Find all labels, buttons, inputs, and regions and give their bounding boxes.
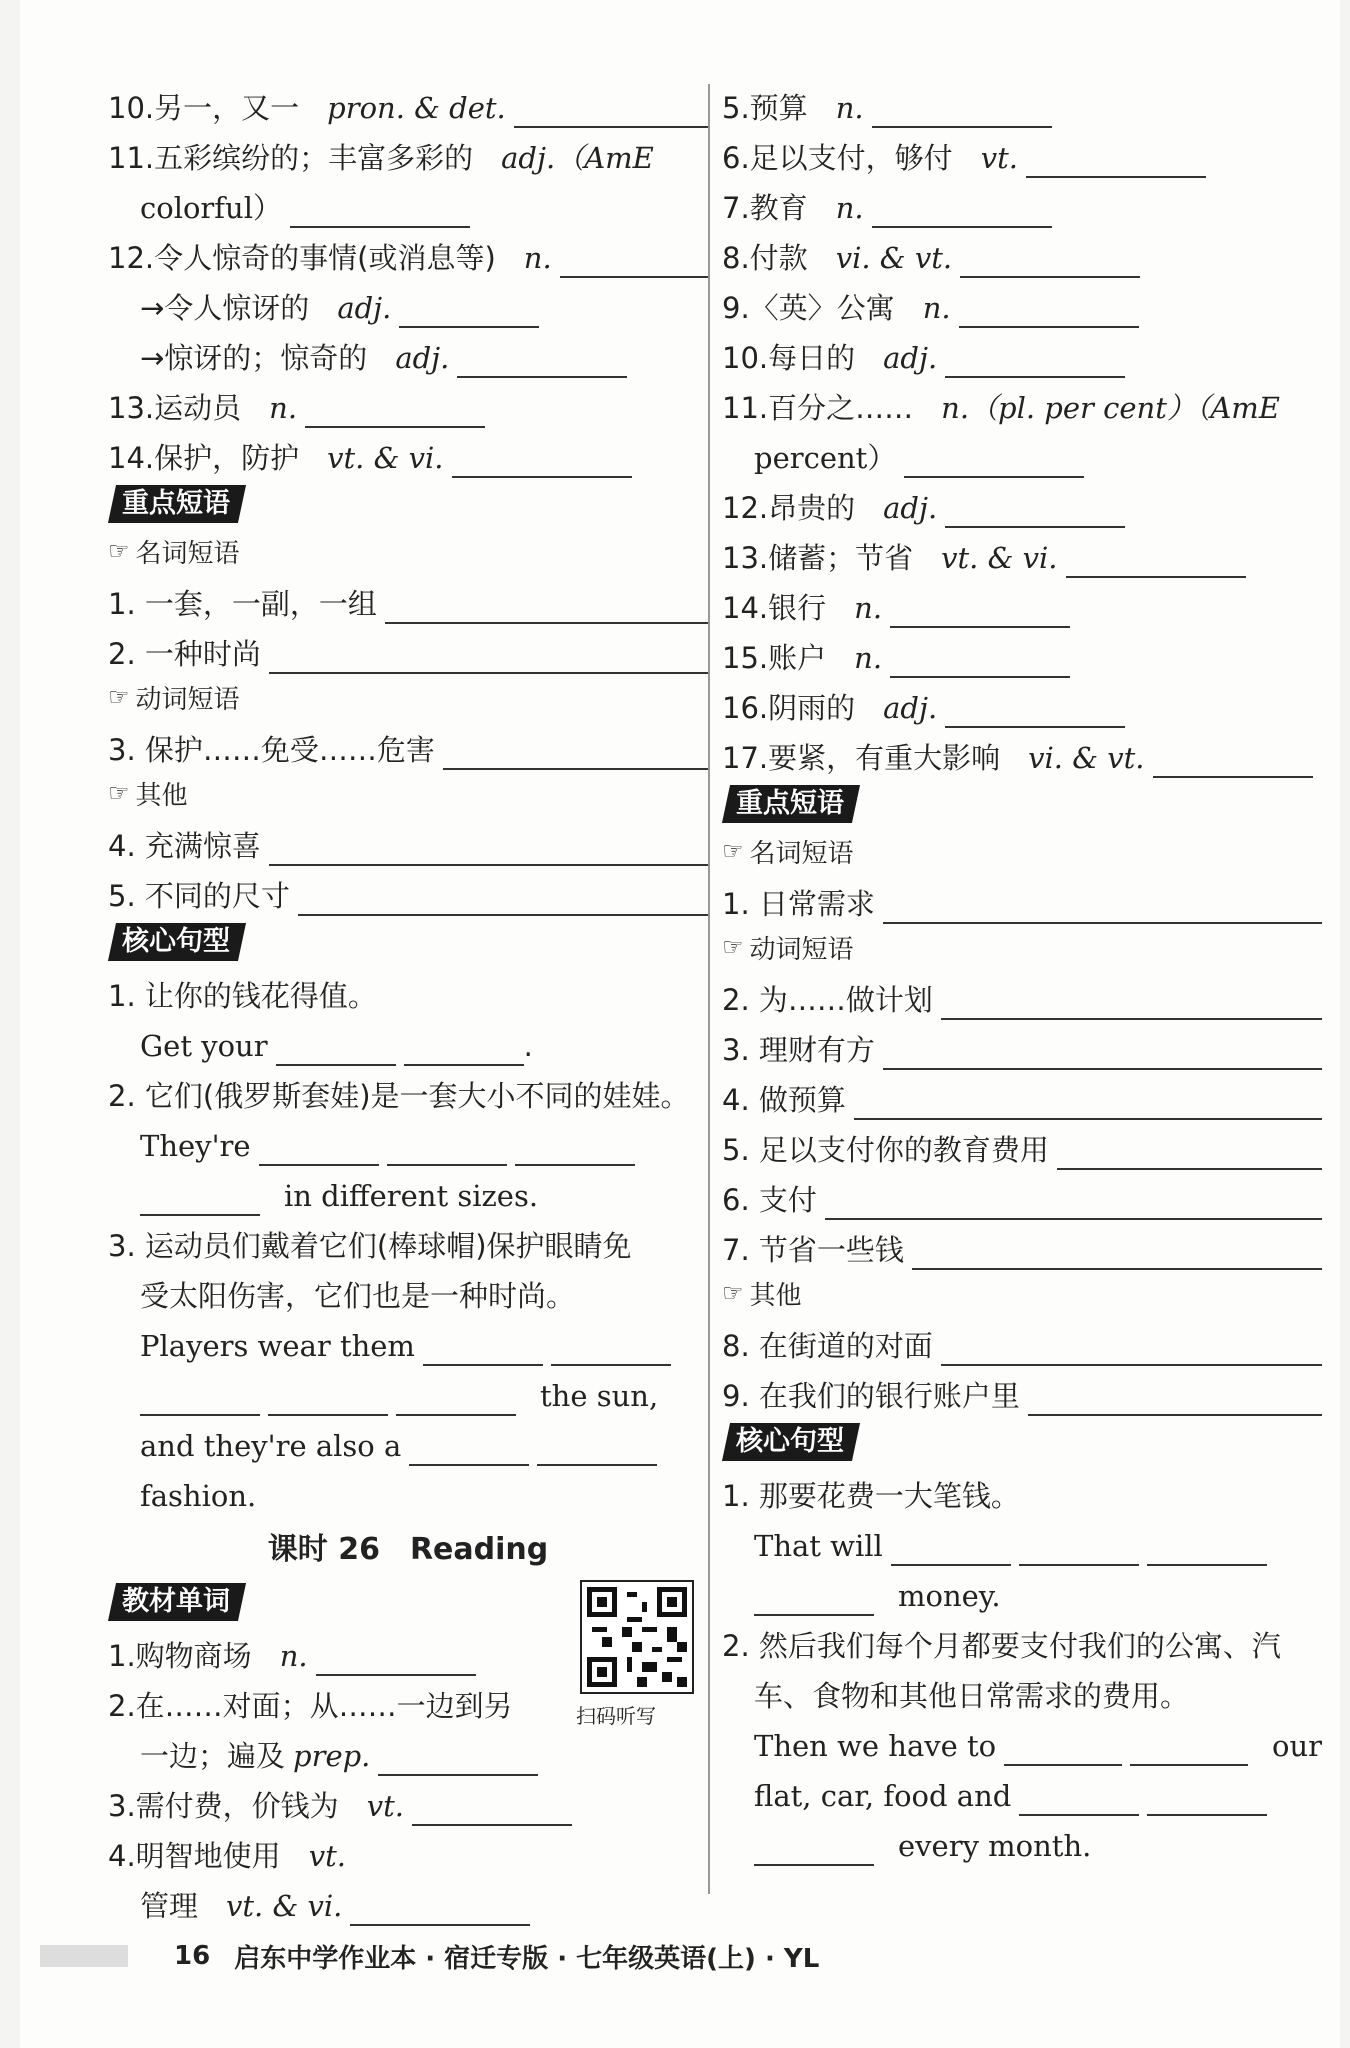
answer-blank[interactable] xyxy=(1147,1784,1267,1816)
answer-blank[interactable] xyxy=(290,196,470,228)
subsection-title: ☞ 名词短语 xyxy=(108,537,240,569)
phrase-item: 5. 足以支付你的教育费用 xyxy=(722,1120,1322,1170)
pointing-hand-icon: ☞ xyxy=(108,683,130,711)
answer-blank[interactable] xyxy=(378,1744,538,1776)
phrase-item: 3. 理财有方 xyxy=(722,1020,1322,1070)
vocab-item: 15. 账户 n. xyxy=(722,628,1322,678)
answer-blank[interactable] xyxy=(959,296,1139,328)
answer-blank[interactable] xyxy=(1153,746,1313,778)
answer-blank[interactable] xyxy=(276,1034,396,1066)
answer-blank[interactable] xyxy=(945,496,1125,528)
vocab-item: 8. 付款 vi. & vt. xyxy=(722,228,1322,278)
answer-blank[interactable] xyxy=(269,642,708,674)
answer-blank[interactable] xyxy=(412,1794,572,1826)
phrase-item: 8. 在街道的对面 xyxy=(722,1316,1322,1366)
answer-blank[interactable] xyxy=(443,738,708,770)
answer-blank[interactable] xyxy=(515,1134,635,1166)
page-footer xyxy=(20,1936,1340,1976)
answer-blank[interactable] xyxy=(945,696,1125,728)
vocab-item: 14. 银行 n. xyxy=(722,578,1322,628)
sentence-en: Get your . xyxy=(108,1016,708,1066)
phrase-item: 3. 保护……免受……危害 xyxy=(108,720,708,770)
answer-blank[interactable] xyxy=(551,1334,671,1366)
answer-blank[interactable] xyxy=(1028,1384,1322,1416)
sentence-en: Then we have to our xyxy=(722,1716,1322,1766)
vocab-item: 12. 令人惊奇的事情(或消息等) n. xyxy=(108,228,708,278)
answer-blank[interactable] xyxy=(904,446,1084,478)
subsection-title: ☞ 其他 xyxy=(722,1279,802,1311)
vocab-item: 6. 足以支付，够付 vt. xyxy=(722,128,1322,178)
vocab-item: 14. 保护，防护 vt. & vi. xyxy=(108,428,708,478)
vocab-item-cont: 管理 vt. & vi. xyxy=(108,1876,708,1926)
vocab-item: 16. 阴雨的 adj. xyxy=(722,678,1322,728)
vocab-item-cont: colorful） xyxy=(108,178,708,228)
answer-blank[interactable] xyxy=(872,96,1052,128)
vocab-derived: →惊讶的；惊奇的 adj. xyxy=(108,328,708,378)
vocab-item: 12. 昂贵的 adj. xyxy=(722,478,1322,528)
pointing-hand-icon: ☞ xyxy=(722,1279,744,1307)
section-tag: 重点短语 xyxy=(722,785,860,823)
pointing-hand-icon: ☞ xyxy=(722,837,744,865)
answer-blank[interactable] xyxy=(259,1134,379,1166)
answer-blank[interactable] xyxy=(140,1384,260,1416)
answer-blank[interactable] xyxy=(385,592,708,624)
answer-blank[interactable] xyxy=(423,1334,543,1366)
phrase-item: 2. 为……做计划 xyxy=(722,970,1322,1020)
phrase-item: 7. 节省一些钱 xyxy=(722,1220,1322,1270)
sentence-en: money. xyxy=(722,1566,1322,1616)
footer-decor-bar xyxy=(40,1945,128,1967)
answer-blank[interactable] xyxy=(1066,546,1246,578)
answer-blank[interactable] xyxy=(404,1034,524,1066)
vocab-item: 5. 预算 n. xyxy=(722,78,1322,128)
sentence-en: They're xyxy=(108,1116,708,1166)
vocab-item: 1. 购物商场 n. xyxy=(108,1626,708,1676)
answer-blank[interactable] xyxy=(399,296,539,328)
answer-blank[interactable] xyxy=(960,246,1140,278)
answer-blank[interactable] xyxy=(396,1384,516,1416)
vocab-item: 17. 要紧，有重大影响 vi. & vt. xyxy=(722,728,1322,778)
answer-blank[interactable] xyxy=(912,1238,1322,1270)
sentence-cn: 2. 它们(俄罗斯套娃)是一套大小不同的娃娃。 xyxy=(108,1079,690,1113)
vocab-item: 7. 教育 n. xyxy=(722,178,1322,228)
section-tag: 核心句型 xyxy=(722,1423,860,1461)
phrase-item: 9. 在我们的银行账户里 xyxy=(722,1366,1322,1416)
answer-blank[interactable] xyxy=(1026,146,1206,178)
answer-blank[interactable] xyxy=(560,246,708,278)
answer-blank[interactable] xyxy=(387,1134,507,1166)
sentence-cn: 1. 让你的钱花得值。 xyxy=(108,979,377,1013)
answer-blank[interactable] xyxy=(409,1434,529,1466)
answer-blank[interactable] xyxy=(890,646,1070,678)
sentence-en: in different sizes. xyxy=(108,1166,708,1216)
vocab-item: 10. 另一，又一 pron. & det. xyxy=(108,78,708,128)
vocab-item: 11. 百分之…… n.（pl. per cent）（AmE xyxy=(722,391,1280,425)
answer-blank[interactable] xyxy=(890,596,1070,628)
vocab-item: 9. 〈英〉公寓 n. xyxy=(722,278,1322,328)
vocab-item: 10. 每日的 adj. xyxy=(722,328,1322,378)
answer-blank[interactable] xyxy=(1019,1784,1139,1816)
answer-blank[interactable] xyxy=(350,1894,530,1926)
phrase-item: 1. 日常需求 xyxy=(722,874,1322,924)
answer-blank[interactable] xyxy=(883,892,1322,924)
vocab-item: 3. 需付费，价钱为 vt. xyxy=(108,1776,708,1826)
sentence-cn: 2. 然后我们每个月都要支付我们的公寓、汽 xyxy=(722,1629,1281,1663)
phrase-item: 6. 支付 xyxy=(722,1170,1322,1220)
section-tag: 教材单词 xyxy=(108,1583,246,1621)
answer-blank[interactable] xyxy=(945,346,1125,378)
phrase-item: 1. 一套，一副，一组 xyxy=(108,574,708,624)
answer-blank[interactable] xyxy=(1130,1734,1248,1766)
vocab-item-cont: 一边；遍及 prep. xyxy=(108,1726,708,1776)
phrase-item: 5. 不同的尺寸 xyxy=(108,866,708,916)
vocab-item: 11. 五彩缤纷的；丰富多彩的 adj.（AmE xyxy=(108,141,654,175)
phrase-item: 2. 一种时尚 xyxy=(108,624,708,674)
answer-blank[interactable] xyxy=(883,1038,1322,1070)
right-column xyxy=(722,78,1322,1866)
section-tag: 核心句型 xyxy=(108,923,246,961)
answer-blank[interactable] xyxy=(269,834,708,866)
lesson-title: 课时 26 Reading xyxy=(267,1532,549,1567)
subsection-title: ☞ 名词短语 xyxy=(722,837,854,869)
phrase-item: 4. 做预算 xyxy=(722,1070,1322,1120)
pointing-hand-icon: ☞ xyxy=(722,933,744,961)
subsection-title: ☞ 动词短语 xyxy=(722,933,854,965)
answer-blank[interactable] xyxy=(537,1434,657,1466)
answer-blank[interactable] xyxy=(1019,1534,1139,1566)
answer-blank[interactable] xyxy=(457,346,627,378)
sentence-en: flat, car, food and xyxy=(722,1766,1322,1816)
vocab-item: 13. 运动员 n. xyxy=(108,378,708,428)
sentence-cn: 受太阳伤害，它们也是一种时尚。 xyxy=(140,1279,576,1313)
answer-blank[interactable] xyxy=(891,1534,1011,1566)
sentence-en: and they're also a xyxy=(108,1416,708,1466)
answer-blank[interactable] xyxy=(854,1088,1322,1120)
answer-blank[interactable] xyxy=(268,1384,388,1416)
section-tag: 重点短语 xyxy=(108,485,246,523)
answer-blank[interactable] xyxy=(941,988,1322,1020)
vocab-item: 4. 明智地使用 vt. xyxy=(108,1839,346,1873)
pointing-hand-icon: ☞ xyxy=(108,537,130,565)
answer-blank[interactable] xyxy=(754,1584,874,1616)
book-title: 启东中学作业本 · 宿迁专版 · 七年级英语(上) · YL xyxy=(234,1943,820,1974)
sentence-en: fashion. xyxy=(140,1479,257,1513)
sentence-en: every month. xyxy=(722,1816,1322,1866)
vocab-derived: →令人惊讶的 adj. xyxy=(108,278,708,328)
subsection-title: ☞ 其他 xyxy=(108,779,188,811)
vocab-item-cont: percent） xyxy=(722,428,1322,478)
answer-blank[interactable] xyxy=(452,446,632,478)
sentence-cn: 车、食物和其他日常需求的费用。 xyxy=(754,1679,1190,1713)
sentence-cn: 1. 那要花费一大笔钱。 xyxy=(722,1479,1020,1513)
answer-blank[interactable] xyxy=(305,396,485,428)
sentence-en: Players wear them xyxy=(108,1316,708,1366)
vocab-item: 2. 在……对面；从……一边到另 xyxy=(108,1689,513,1723)
subsection-title: ☞ 动词短语 xyxy=(108,683,240,715)
column-divider xyxy=(708,84,710,1894)
page-number: 16 xyxy=(174,1941,211,1971)
phrase-item: 4. 充满惊喜 xyxy=(108,816,708,866)
worksheet-page xyxy=(20,0,1340,2048)
sentence-en: That will xyxy=(722,1516,1322,1566)
answer-blank[interactable] xyxy=(754,1834,874,1866)
answer-blank[interactable] xyxy=(514,96,708,128)
answer-blank[interactable] xyxy=(825,1188,1322,1220)
sentence-cn: 3. 运动员们戴着它们(棒球帽)保护眼睛免 xyxy=(108,1229,632,1263)
sentence-en: the sun, xyxy=(108,1366,708,1416)
answer-blank[interactable] xyxy=(941,1334,1322,1366)
qr-caption: 扫码听写 xyxy=(576,1704,656,1728)
answer-blank[interactable] xyxy=(1057,1138,1322,1170)
pointing-hand-icon: ☞ xyxy=(108,779,130,807)
answer-blank[interactable] xyxy=(316,1644,476,1676)
answer-blank[interactable] xyxy=(1004,1734,1122,1766)
answer-blank[interactable] xyxy=(140,1184,260,1216)
qr-code-icon[interactable] xyxy=(580,1580,694,1694)
answer-blank[interactable] xyxy=(1147,1534,1267,1566)
answer-blank[interactable] xyxy=(298,884,708,916)
answer-blank[interactable] xyxy=(872,196,1052,228)
vocab-item: 13. 储蓄；节省 vt. & vi. xyxy=(722,528,1322,578)
